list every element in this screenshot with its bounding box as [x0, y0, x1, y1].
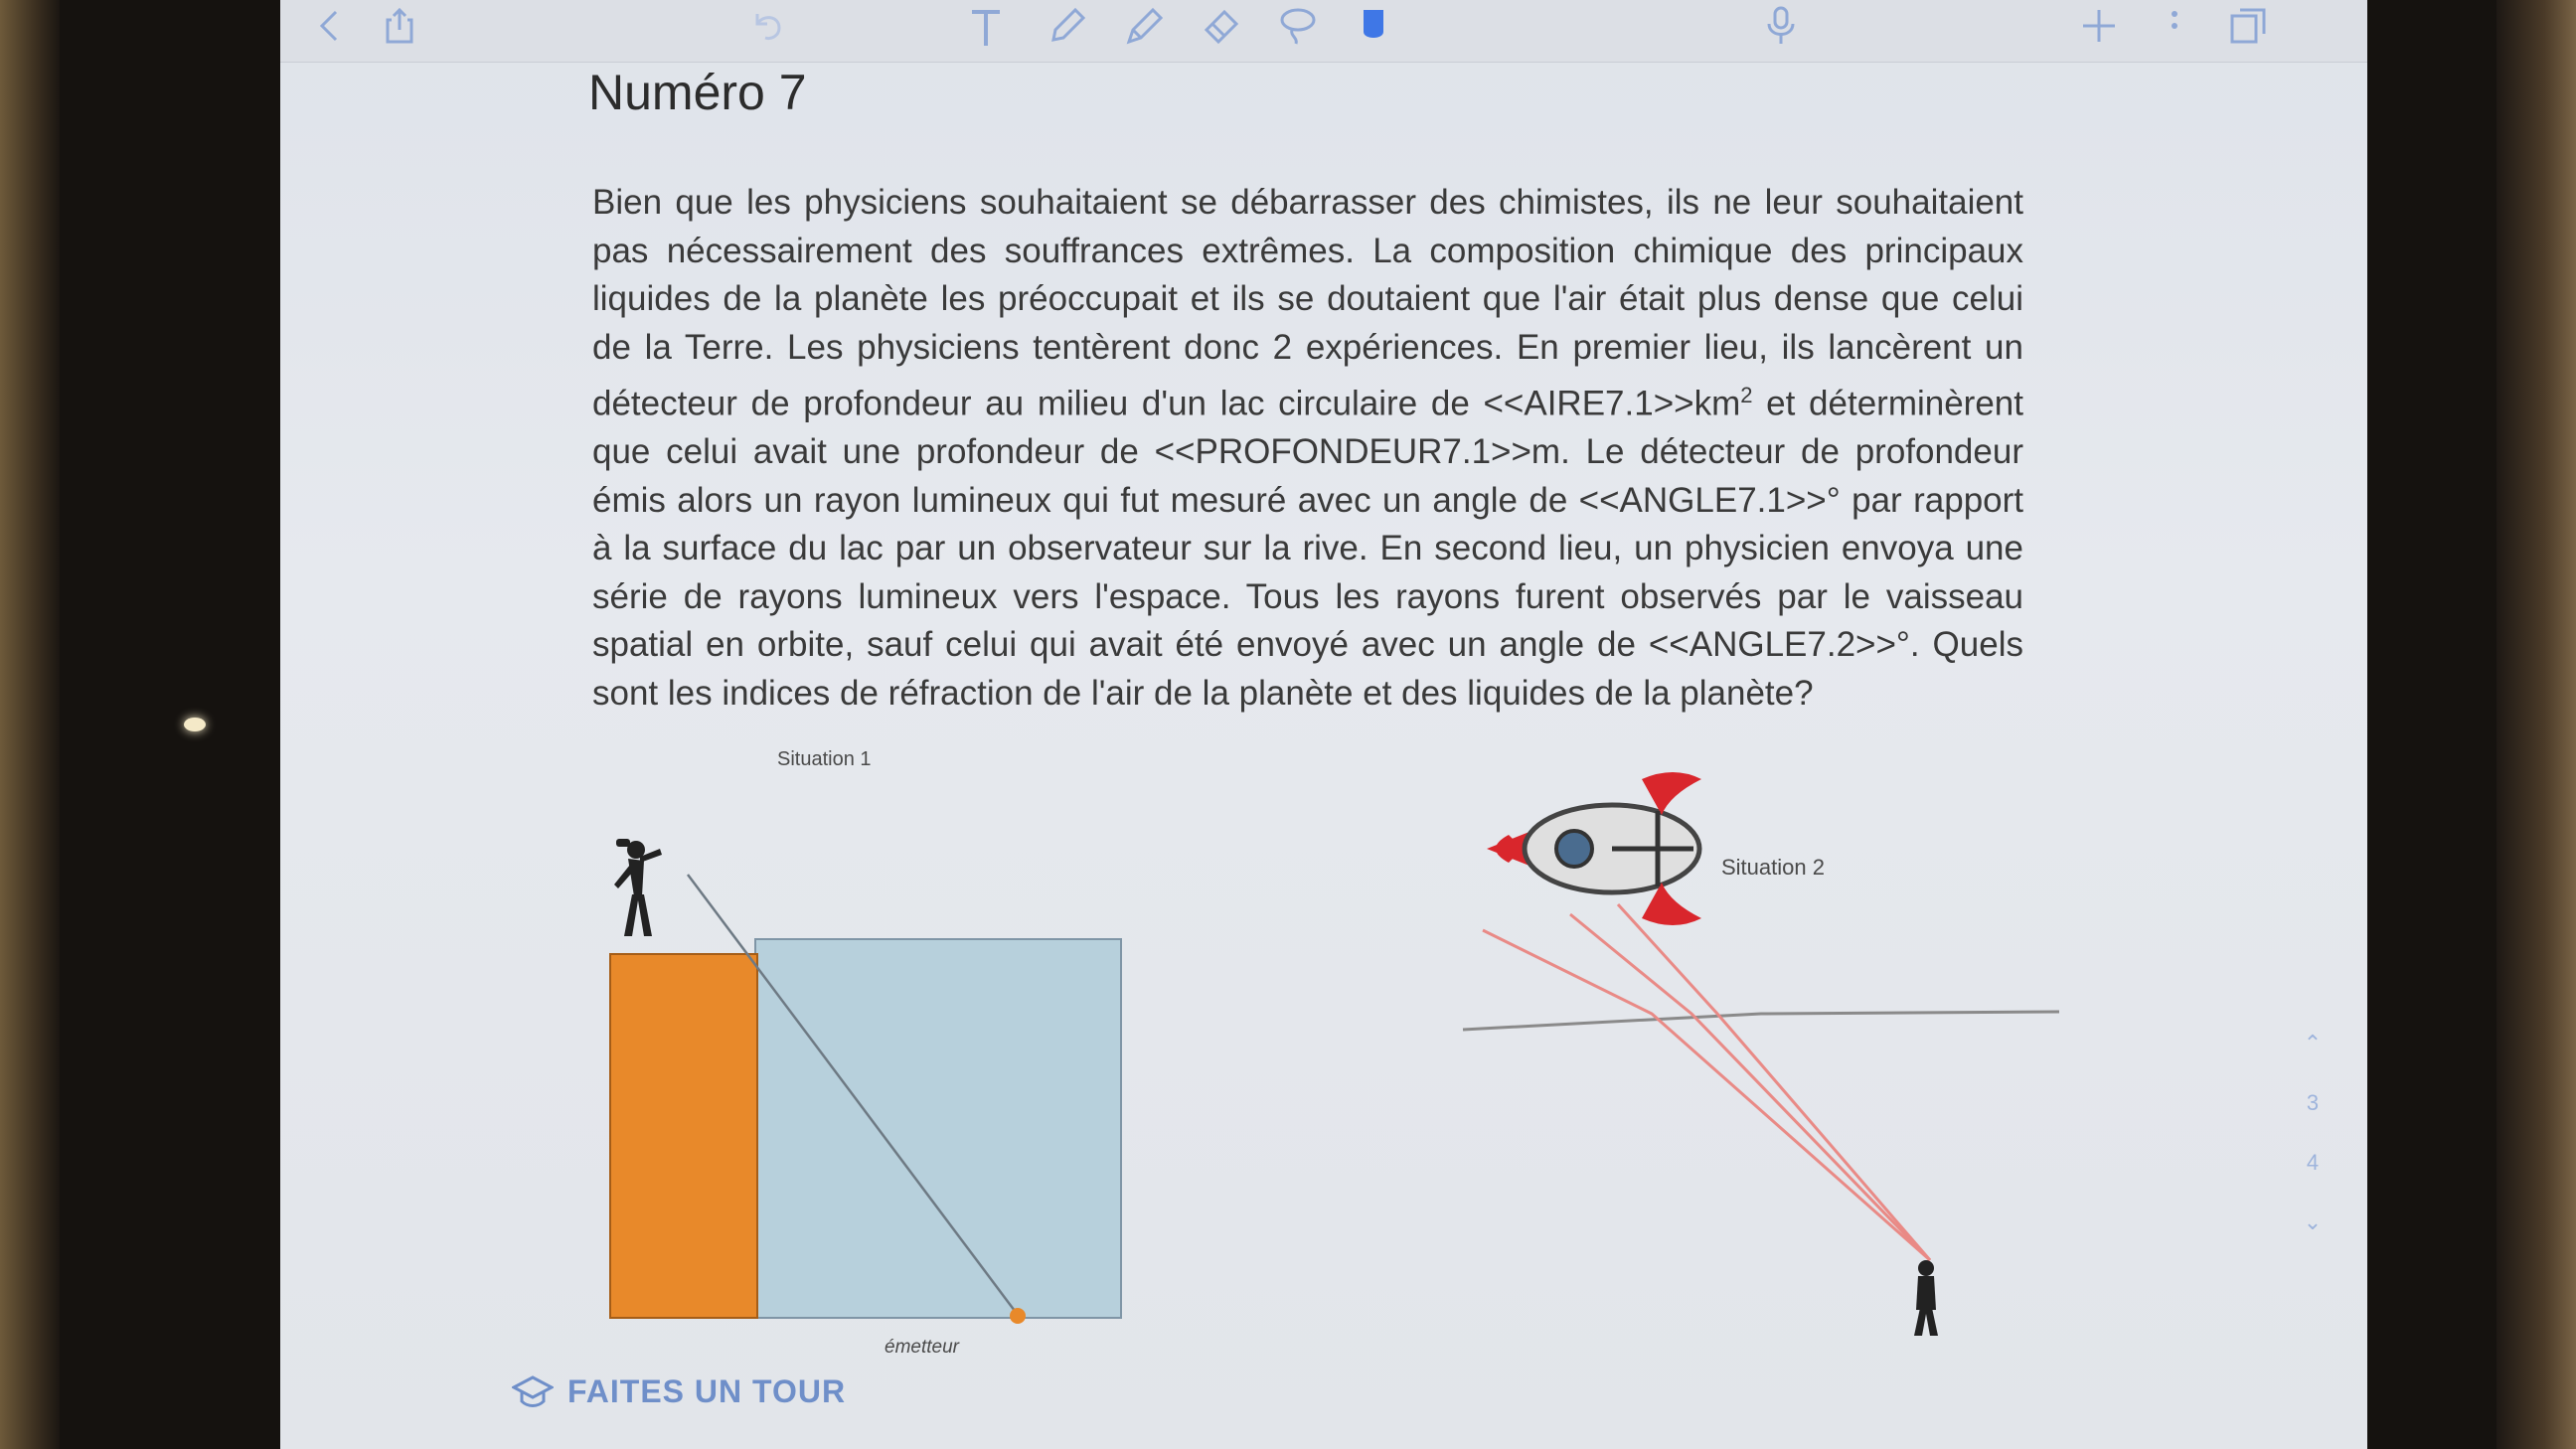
light-rays [1483, 904, 1930, 1260]
more-icon[interactable] [2155, 6, 2194, 46]
chevron-up-icon[interactable]: ⌃ [2303, 1031, 2323, 1055]
text-tool-icon[interactable] [966, 6, 1006, 46]
lake-rectangle [755, 939, 1121, 1318]
figure1-diagram [588, 825, 1463, 1362]
tour-button[interactable] [494, 1364, 870, 1419]
figure2-label: Situation 2 [1721, 855, 1825, 880]
question-text-part-2: et déterminèrent que celui avait une profondeur de <<PROFONDEUR7.1>>m. Le détecteur de profondeur émis alors un rayon lumineux qui fut mesuré avec un angle de <<ANGLE7.1>>° par rapport à la surface du lac par un observateur sur la rive. En second lieu, un physicien envoya une série de rayons lumineux vers l'espace. Tous les rayons furent observés par le vaisseau spatial en orbite, sauf celui qui avait été envoyé avec un angle de <<ANGLE7.2>>°. Quels sont les indices de réfraction de l'air de la planète et des liquides de la planète? [592, 384, 2023, 713]
page-navigator [2288, 1014, 2337, 1252]
tablet-screen [280, 0, 2367, 1449]
observer-figure-2 [1914, 1260, 1938, 1336]
pen-icon[interactable] [1046, 6, 1085, 46]
add-icon[interactable] [2079, 6, 2119, 46]
question-text-part-1: Bien que les physiciens souhaitaient se débarrasser des chimistes, ils ne leur souhaitaient pas nécessairement des souffrances extrêmes. La composition chimique des principaux liquides de la planète les préoccupait et ils se doutaient que l'air était plus dense que celui de la Terre. Les physiciens tentèrent donc 2 expériences. En premier lieu, ils lancèrent un détecteur de profondeur au milieu d'un lac circulaire de <<AIRE7.1>>km [592, 183, 2023, 423]
microphone-icon[interactable] [1761, 6, 1801, 46]
page-title: Numéro 7 [588, 65, 807, 120]
question-text [592, 179, 2023, 718]
emitter-dot [1010, 1308, 1026, 1324]
atmosphere-boundary-line [1463, 1012, 2059, 1030]
graduation-cap-icon [512, 1373, 554, 1409]
eraser-icon[interactable] [1201, 6, 1240, 46]
desk-background-left [0, 0, 60, 1449]
camera-reflection [184, 718, 206, 731]
pages-icon[interactable] [2228, 6, 2268, 46]
emitter-label: émetteur [885, 1337, 959, 1358]
figure2-diagram [1443, 765, 2238, 1362]
page-number-3[interactable]: 3 [2306, 1090, 2320, 1115]
figure1-label: Situation 1 [777, 748, 872, 770]
rocket-icon [1487, 772, 1701, 925]
desk-background-right [2496, 0, 2576, 1449]
color-icon[interactable] [1354, 6, 1393, 46]
lasso-icon[interactable] [1278, 6, 1318, 46]
observer-figure [614, 839, 662, 936]
share-icon[interactable] [380, 6, 419, 46]
page-number-4[interactable]: 4 [2306, 1150, 2320, 1175]
toolbar [280, 0, 2367, 63]
back-icon[interactable] [310, 6, 350, 46]
undo-icon[interactable] [747, 6, 787, 46]
superscript-two: 2 [1740, 383, 1753, 407]
highlighter-icon[interactable] [1123, 6, 1163, 46]
chevron-down-icon[interactable]: ⌄ [2303, 1209, 2323, 1234]
tour-button-label: FAITES UN TOUR [567, 1372, 847, 1409]
shore-rectangle [610, 954, 757, 1318]
